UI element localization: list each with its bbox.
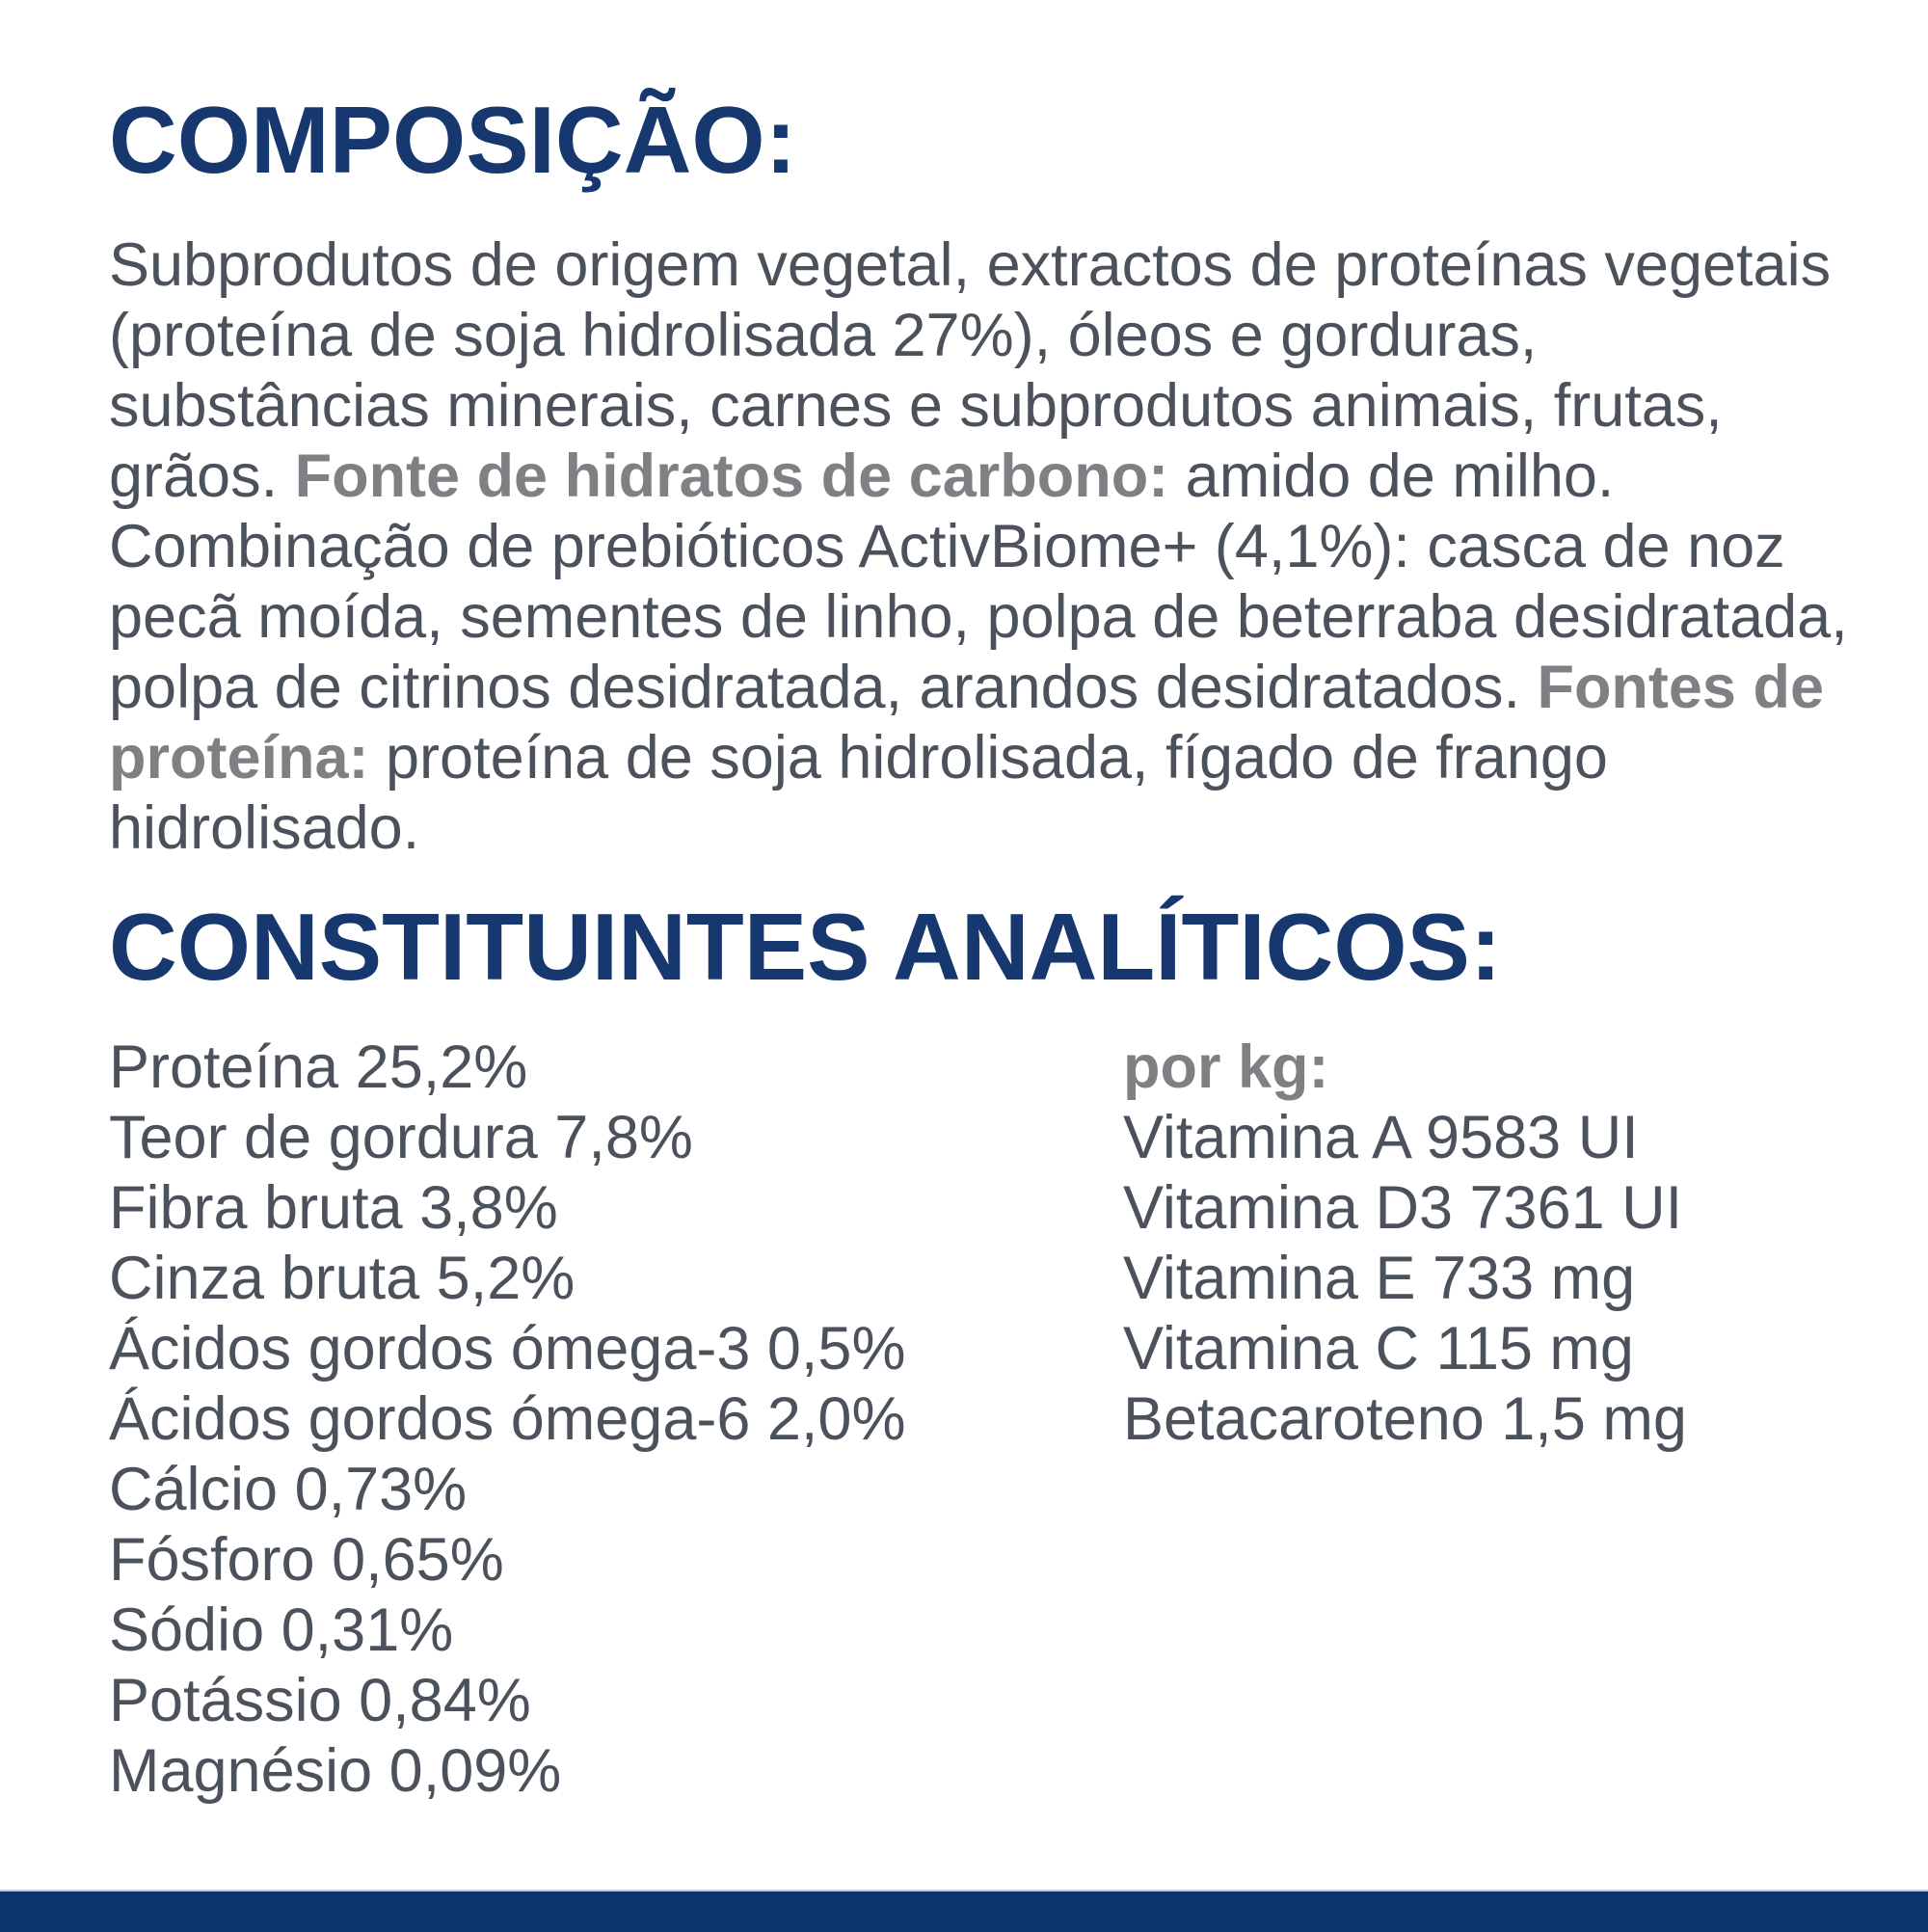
analytical-item-magnesium: Magnésio 0,09% [109,1737,562,1805]
analytical-item-potassium: Potássio 0,84% [109,1667,531,1734]
composition-text-segment: Subprodutos de origem vegetal, extractos de proteínas vegetais (proteína de soja hidrolisada 27%), óleos e gorduras, substâncias minerais, carnes e subprodutos animais, frutas, grãos. [109,231,1832,510]
analytical-item-omega-6: Ácidos gordos ómega-6 2,0% [109,1385,906,1453]
composition-text-segment: amido de milho. Combinação de prebióticos ActivBiome+ (4,1%): casca de noz pecã moída, sementes de linho, polpa de beterraba desidratada, polpa de citrinos desidratada, arandos desidratados. [109,443,1848,721]
analytical-item-protein: Proteína 25,2% [109,1033,528,1101]
analytical-item-calcium: Cálcio 0,73% [109,1456,468,1523]
analytical-item-vitamin-e: Vitamina E 733 mg [1123,1245,1636,1312]
analytical-right-column [1123,1033,1856,1807]
analytical-item-fat: Teor de gordura 7,8% [109,1104,693,1171]
analytical-constituents-heading: CONSTITUINTES ANALÍTICOS: [109,894,1502,1000]
analytical-item-vitamin-a: Vitamina A 9583 UI [1123,1104,1639,1171]
analytical-item-betacarotene: Betacaroteno 1,5 mg [1123,1385,1687,1453]
analytical-left-column [109,1033,1123,1807]
analytical-item-sodium: Sódio 0,31% [109,1597,454,1664]
per-kg-header: por kg: [1123,1033,1329,1101]
analytical-item-omega-3: Ácidos gordos ómega-3 0,5% [109,1315,906,1382]
analytical-columns [109,1033,1870,1807]
analytical-item-vitamin-c: Vitamina C 115 mg [1123,1315,1634,1382]
composition-heading: COMPOSIÇÃO: [109,87,797,193]
composition-text-segment: proteína de soja hidrolisada, fígado de frango hidrolisado. [109,724,1608,862]
analytical-item-phosphorus: Fósforo 0,65% [109,1526,504,1594]
analytical-item-vitamin-d3: Vitamina D3 7361 UI [1123,1174,1683,1242]
analytical-item-crude-fibre: Fibra bruta 3,8% [109,1174,558,1242]
composition-paragraph [109,230,1854,864]
protein-sources-label: Fontes de proteína: [109,654,1824,792]
bottom-accent-bar [0,1890,1928,1932]
carbohydrate-source-label: Fonte de hidratos de carbono: [294,443,1169,510]
analytical-item-crude-ash: Cinza bruta 5,2% [109,1245,576,1312]
